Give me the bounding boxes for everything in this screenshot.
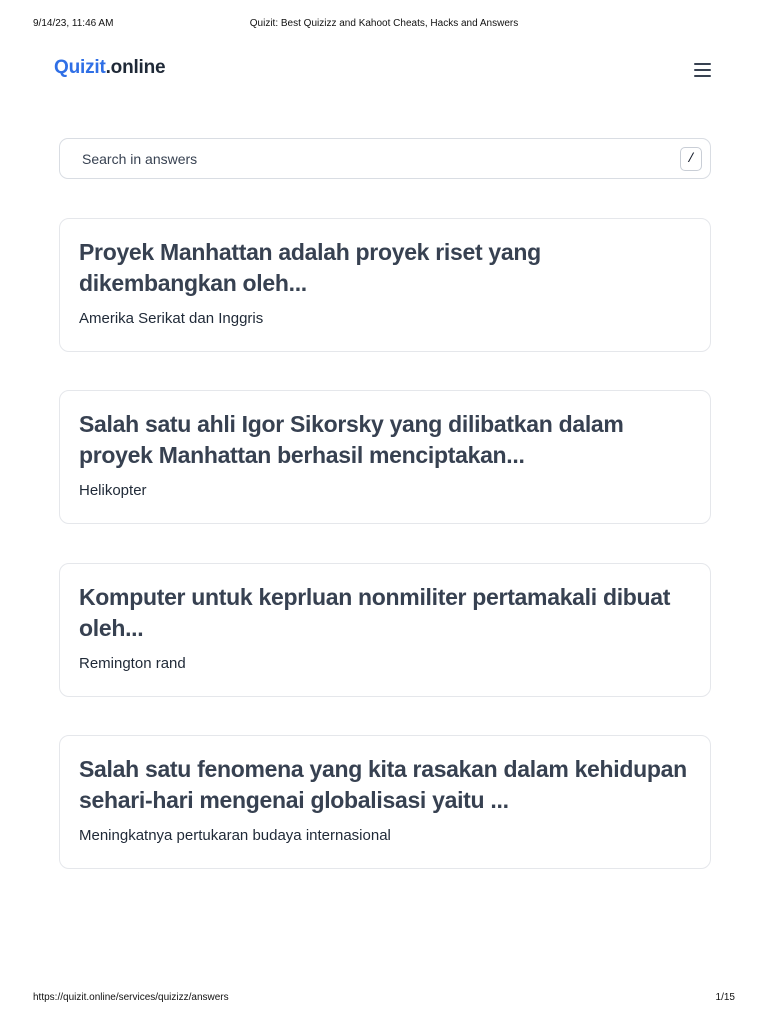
- site-header: [54, 55, 714, 85]
- search-input[interactable]: [82, 139, 642, 178]
- answer-card[interactable]: [59, 563, 711, 697]
- menu-line: [694, 69, 711, 71]
- card-answer: Remington rand: [79, 655, 186, 672]
- menu-line: [694, 63, 711, 65]
- card-question: Komputer untuk keprluan nonmiliter pertamakali dibuat oleh...: [79, 584, 671, 641]
- search-box: [59, 138, 711, 179]
- print-page-title: Quizit: Best Quizizz and Kahoot Cheats, Hacks and Answers: [249, 18, 519, 29]
- answer-card[interactable]: [59, 735, 711, 869]
- print-footer: [0, 991, 768, 1005]
- menu-line: [694, 75, 711, 77]
- card-answer: Amerika Serikat dan Inggris: [79, 310, 264, 327]
- card-answer: Helikopter: [79, 482, 147, 499]
- answer-card[interactable]: [59, 218, 711, 352]
- answer-card[interactable]: [59, 390, 711, 524]
- search-shortcut-key: /: [680, 147, 702, 171]
- logo-brand: Quizit: [54, 57, 106, 78]
- print-page-number: 1/15: [715, 992, 735, 1003]
- logo-tld: .online: [105, 57, 166, 78]
- print-url: https://quizit.online/services/quizizz/answers: [33, 992, 229, 1003]
- card-question: Salah satu fenomena yang kita rasakan dalam kehidupan sehari-hari mengenai globalisasi yaitu ...: [79, 756, 687, 813]
- print-datetime: 9/14/23, 11:46 AM: [33, 18, 114, 29]
- card-question: Proyek Manhattan adalah proyek riset yang dikembangkan oleh...: [79, 239, 541, 296]
- card-answer: Meningkatnya pertukaran budaya internasional: [79, 827, 391, 844]
- print-header: [0, 17, 768, 31]
- card-question: Salah satu ahli Igor Sikorsky yang dilibatkan dalam proyek Manhattan berhasil menciptakan...: [79, 411, 624, 468]
- hamburger-menu-icon[interactable]: [690, 58, 714, 82]
- site-logo[interactable]: [54, 57, 165, 79]
